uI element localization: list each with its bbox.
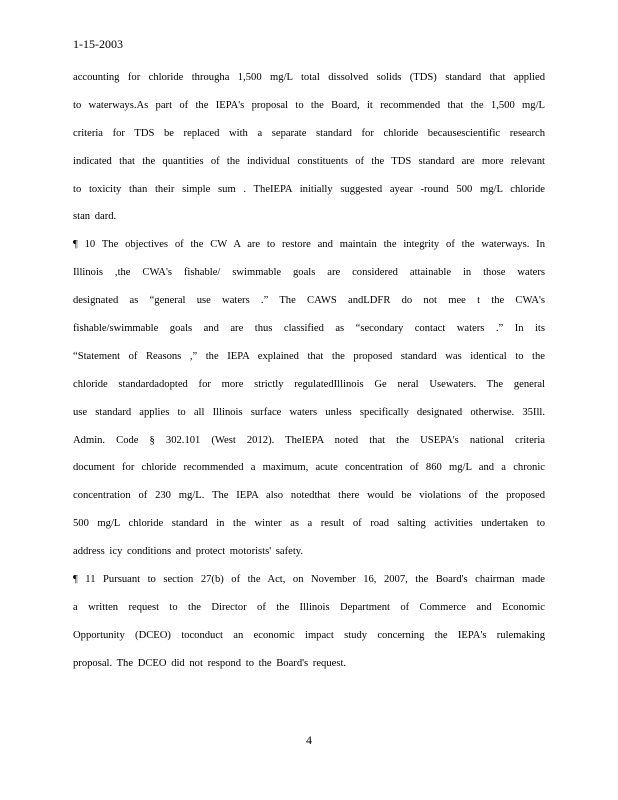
text-line: chloride standardadopted for more strictly regulatedIllinois Ge neral Usewaters. The general bbox=[73, 378, 545, 390]
text-line: to toxicity than their simple sum . TheIEPA initially suggested ayear -round 500 mg/L chloride bbox=[73, 183, 545, 195]
text-line: a written request to the Director of the Illinois Department of Commerce and Economic bbox=[73, 601, 545, 613]
text-line: proposal. The DCEO did not respond to the Board's request. bbox=[73, 657, 347, 669]
body-text bbox=[73, 70, 545, 684]
text-line: fishable/swimmable goals and are thus classified as “secondary contact waters .” In its bbox=[73, 323, 545, 335]
text-line: address icy conditions and protect motorists' safety. bbox=[73, 546, 304, 558]
text-line: designated as “general use waters .” The CAWS andLDFR do not mee t the CWA's bbox=[73, 295, 545, 307]
text-line: indicated that the quantities of the individual constituents of the TDS standard are more relevant bbox=[73, 155, 545, 167]
page-number: 4 bbox=[306, 733, 312, 747]
text-line: use standard applies to all Illinois surface waters unless specifically designated otherwise. 35Ill. bbox=[73, 406, 545, 418]
text-line: concentration of 230 mg/L. The IEPA also notedthat there would be violations of the proposed bbox=[73, 490, 545, 502]
text-line: Illinois ,the CWA's fishable/ swimmable goals are considered attainable in those waters bbox=[73, 267, 545, 279]
text-line: Admin. Code § 302.101 (West 2012). TheIEPA noted that the USEPA's national criteria bbox=[73, 434, 545, 446]
text-line: stan dard. bbox=[73, 211, 117, 223]
header-date: 1-15-2003 bbox=[73, 37, 123, 51]
text-line: Opportunity (DCEO) toconduct an economic impact study concerning the IEPA's rulemaking bbox=[73, 629, 545, 641]
paragraph-11-start: ¶ 11 Pursuant to section 27(b) of the Act, on November 16, 2007, the Board's chairman made bbox=[73, 574, 545, 586]
text-line: accounting for chloride througha 1,500 mg/L total dissolved solids (TDS) standard that applied bbox=[73, 72, 545, 83]
text-line: “Statement of Reasons ,” the IEPA explained that the proposed standard was identical to the bbox=[73, 350, 545, 362]
text-line: document for chloride recommended a maximum, acute concentration of 860 mg/L and a chronic bbox=[73, 462, 545, 474]
paragraph-10-start: ¶ 10 The objectives of the CW A are to restore and maintain the integrity of the waterways. In bbox=[73, 239, 545, 251]
text-line: to waterways.As part of the IEPA's proposal to the Board, it recommended that the 1,500 mg/L bbox=[73, 99, 545, 111]
text-line: 500 mg/L chloride standard in the winter as a result of road salting activities undertaken to bbox=[73, 518, 545, 530]
text-line: criteria for TDS be replaced with a separate standard for chloride becausescientific research bbox=[73, 127, 545, 139]
